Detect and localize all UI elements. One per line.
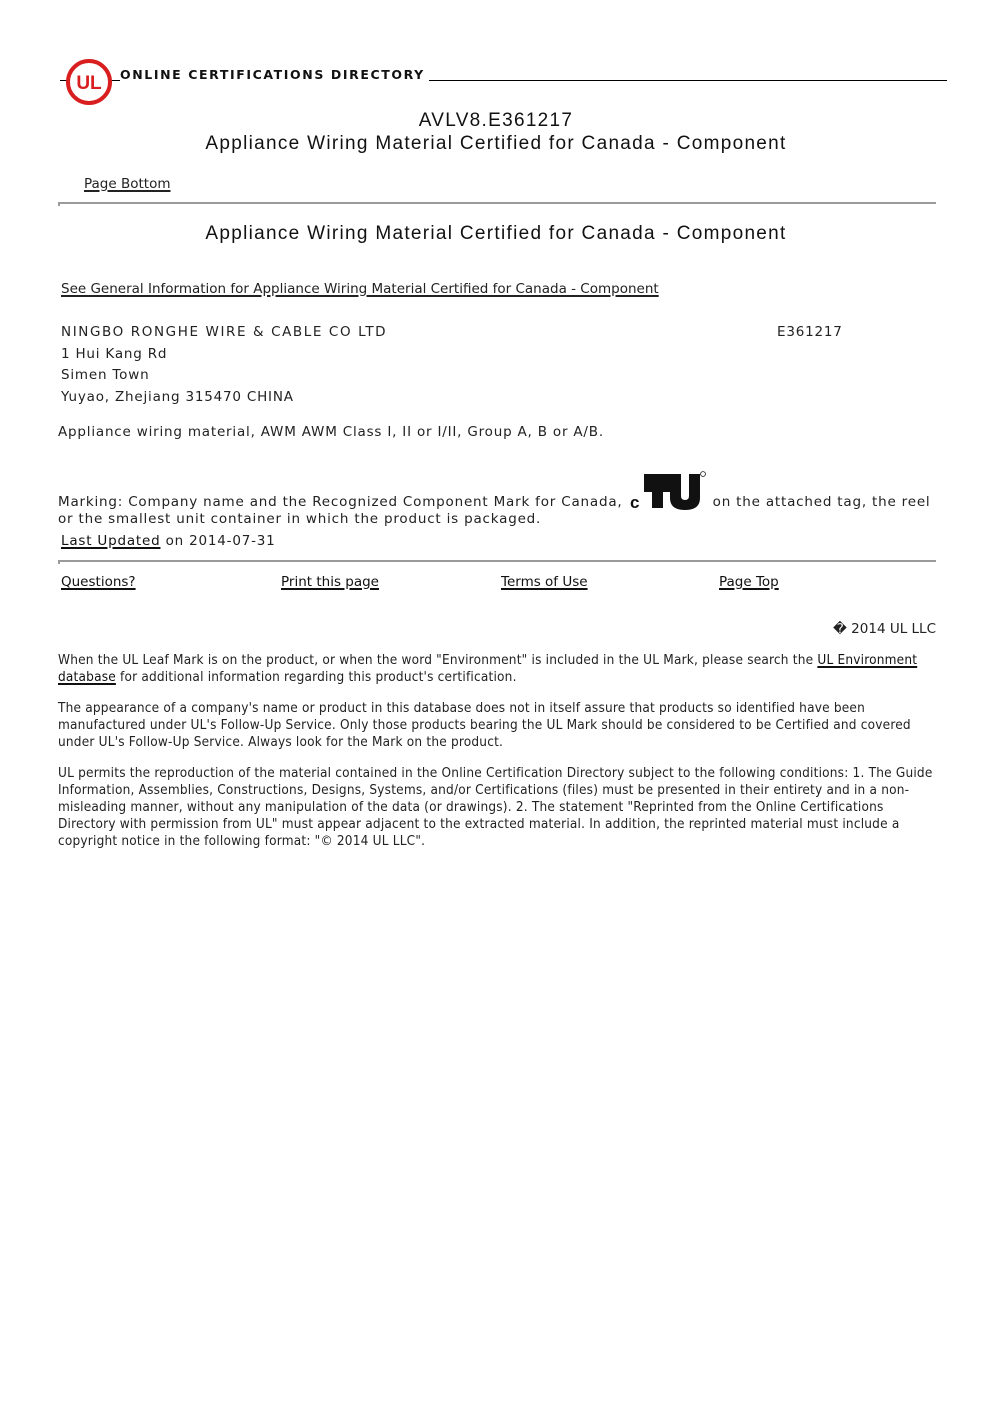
- section-heading: Appliance Wiring Material Certified for Canada - Component: [205, 223, 787, 244]
- terms-of-use-link[interactable]: Terms of Use: [501, 574, 588, 590]
- general-info-link[interactable]: See General Information for Appliance Wiring Material Certified for Canada - Component: [61, 281, 659, 297]
- cru-mark-icon: [630, 470, 706, 510]
- directory-title: ONLINE CERTIFICATIONS DIRECTORY: [120, 67, 429, 82]
- ul-logo-text: UL: [76, 73, 102, 94]
- reproduction-notice: UL permits the reproduction of the material contained in the Online Certification Directory subject to the following conditions: 1. The Guide Information, Assemblies, Constructions, Designs, Systems, and/or Certifications (files) must be presented in their entirety and in a non-misleading manner, without any manipulation of the data (or drawings). 2. The statement "Reprinted from the Online Certifications Directory with permission from UL" must appear adjacent to the extracted material. In addition, the reprinted material must include a copyright notice in the following format: "© 2014 UL LLC".: [58, 765, 933, 849]
- company-address-line1: 1 Hui Kang Rd: [61, 346, 168, 362]
- environment-notice: [58, 652, 938, 686]
- svg-text:c: c: [629, 493, 640, 510]
- marking-text: [58, 470, 942, 528]
- divider-top: [58, 202, 936, 204]
- ul-logo-icon: [66, 59, 112, 105]
- page-title-category: Appliance Wiring Material Certified for Canada - Component: [205, 133, 787, 154]
- company-address-line3: Yuyao, Zhejiang 315470 CHINA: [61, 389, 294, 405]
- page-top-link[interactable]: Page Top: [719, 574, 779, 590]
- appearance-notice: The appearance of a company's name or product in this database does not in itself assure that products so identified have been manufactured under UL's Follow-Up Service. Only those products bearing the UL Mark should be considered to be Certified and covered under UL's Follow-Up Service. Always look for the Mark on the product.: [58, 700, 911, 750]
- marking-after: on the attached tag, the reel or the smallest unit container in which the product is packaged.: [58, 494, 931, 527]
- questions-link[interactable]: Questions?: [61, 574, 136, 590]
- ul-environment-database-link[interactable]: UL Environment database: [58, 652, 918, 685]
- last-updated: [61, 533, 276, 549]
- file-number: E361217: [777, 324, 843, 340]
- product-description: Appliance wiring material, AWM AWM Class I, II or I/II, Group A, B or A/B.: [58, 424, 604, 440]
- last-updated-link[interactable]: Last Updated: [61, 533, 161, 549]
- company-address-line2: Simen Town: [61, 367, 150, 383]
- last-updated-date: on 2014-07-31: [165, 533, 276, 549]
- divider-bottom: [58, 560, 936, 562]
- company-name: NINGBO RONGHE WIRE & CABLE CO LTD: [61, 324, 388, 340]
- environment-notice-before: When the UL Leaf Mark is on the product, or when the word "Environment" is included in the UL Mark, please search the: [58, 652, 814, 668]
- copyright: � 2014 UL LLC: [833, 621, 936, 637]
- marking-before: Marking: Company name and the Recognized Component Mark for Canada,: [58, 494, 623, 510]
- page-title-code: AVLV8.E361217: [418, 110, 574, 131]
- page-bottom-link[interactable]: Page Bottom: [84, 176, 171, 192]
- print-page-link[interactable]: Print this page: [281, 574, 379, 590]
- environment-notice-after: for additional information regarding this product's certification.: [119, 669, 517, 685]
